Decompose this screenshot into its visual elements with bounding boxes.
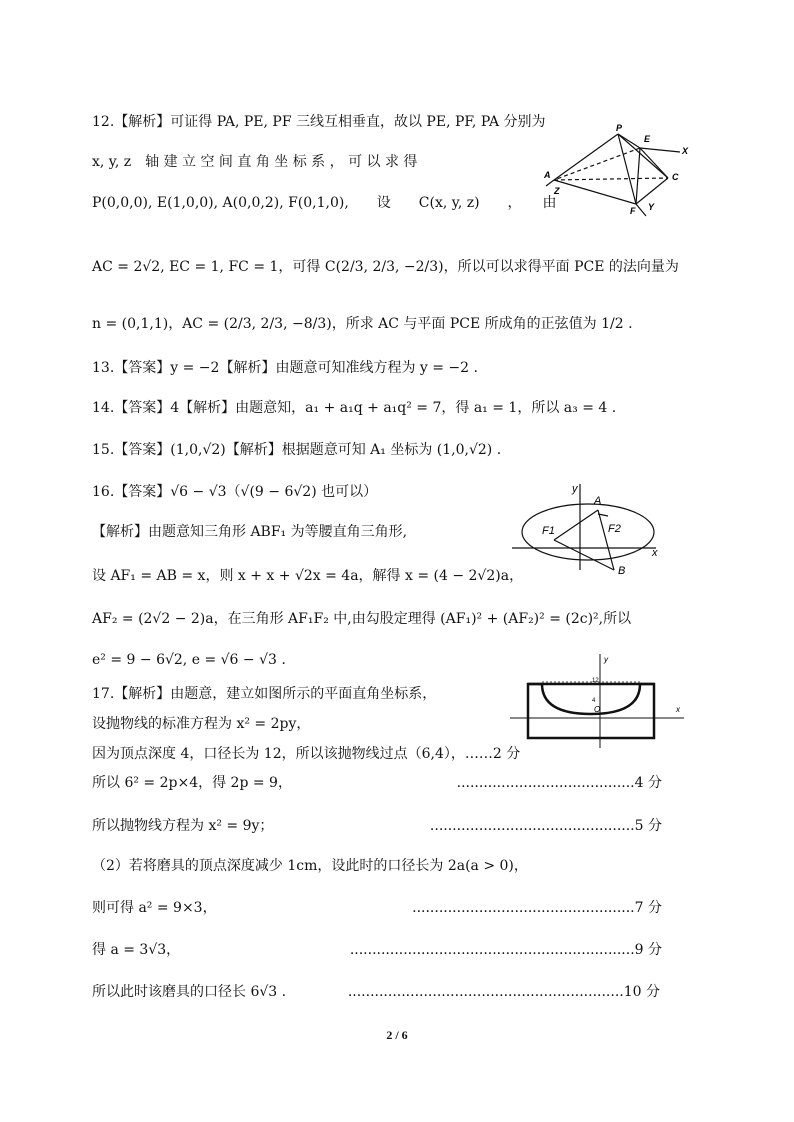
ellipse-label-x: x <box>652 547 658 559</box>
q13-line: 13.【答案】y = −2【解析】由题意可知准线方程为 y = −2 . <box>92 360 478 376</box>
pyramid-label-a: A <box>544 170 551 180</box>
page-number: 2 / 6 <box>386 1028 408 1042</box>
q16-line-1: 【解析】由题意知三角形 ABF₁ 为等腰直角三角形, <box>92 524 408 540</box>
score-9: ................................................................9 分 <box>349 942 662 958</box>
score-5: ..............................................5 分 <box>429 818 662 834</box>
q12-line-2: x, y, z 轴 建 立 空 间 直 角 坐 标 系 ， 可 以 求 得 <box>92 154 418 170</box>
q17-line-9: 所以此时该磨具的口径长 6√3 . <box>92 984 287 1000</box>
mold-label-4: 4 <box>592 698 596 704</box>
score-4: ........................................4 分 <box>456 775 662 791</box>
pyramid-label-f: F <box>630 206 636 216</box>
q16-line-2: 设 AF₁ = AB = x，则 x + x + √2x = 4a，解得 x = (4 − 2√2)a， <box>92 568 524 584</box>
mold-figure <box>508 652 688 752</box>
pyramid-label-p: P <box>616 123 623 133</box>
mold-label-12: 12 <box>592 678 599 684</box>
q17-line-7: 则可得 a² = 9×3， <box>92 900 217 916</box>
mold-label-o: O <box>594 705 601 714</box>
q17-line-5: 所以抛物线方程为 x² = 9y； <box>92 818 274 834</box>
q12-line-1: 12.【解析】可证得 PA, PE, PF 三线互相垂直，故以 PE, PF, PA 分别为 <box>92 114 546 130</box>
q17-line-3: 因为顶点深度 4，口径长为 12，所以该抛物线过点（6,4），……2 分 <box>92 746 521 762</box>
ellipse-label-f1: F1 <box>542 525 555 537</box>
pyramid-label-x: X <box>682 146 689 156</box>
pyramid-label-z: Z <box>554 186 560 196</box>
q17-line-6: （2）若将磨具的顶点深度减少 1cm，设此时的口径长为 2a(a > 0)， <box>92 858 528 874</box>
score-7: ..................................................7 分 <box>412 900 662 916</box>
q17-line-8: 得 a = 3√3， <box>92 942 181 958</box>
mold-label-y: y <box>604 655 608 664</box>
q12-line-4: AC = 2√2, EC = 1, FC = 1，可得 C(2/3, 2/3, −2/3)，所以可以求得平面 PCE 的法向量为 <box>92 259 679 275</box>
q17-line-1: 17.【解析】由题意，建立如图所示的平面直角坐标系， <box>92 686 437 702</box>
pyramid-label-y: Y <box>648 202 655 212</box>
score-10: ..............................................................10 分 <box>347 984 660 1000</box>
ellipse-figure <box>508 478 668 578</box>
q12-line-3: P(0,0,0), E(1,0,0), A(0,0,2), F(0,1,0), 设 C(x, y, z) ， 由 <box>92 195 557 211</box>
ellipse-label-f2: F2 <box>608 523 621 535</box>
q15-line: 15.【答案】(1,0,√2)【解析】根据题意可知 A₁ 坐标为 (1,0,√2) . <box>92 442 502 458</box>
q16-answer: 16.【答案】√6 − √3（√(9 − 6√2) 也可以） <box>92 484 378 500</box>
ellipse-label-y: y <box>572 483 578 495</box>
mold-label-x: x <box>676 705 680 714</box>
pyramid-label-e: E <box>644 134 651 144</box>
pyramid-label-c: C <box>672 172 679 182</box>
q16-line-3: AF₂ = (2√2 − 2)a，在三角形 AF₁F₂ 中,由勾股定理得 (AF₁)² + (AF₂)² = (2c)²,所以 <box>92 611 632 627</box>
q17-line-2: 设抛物线的标准方程为 x² = 2py， <box>92 716 311 732</box>
q14-line: 14.【答案】4【解析】由题意知，a₁ + a₁q + a₁q² = 7，得 a₁ = 1，所以 a₃ = 4 . <box>92 400 617 416</box>
ellipse-label-b: B <box>618 565 626 577</box>
q12-line-5: n = (0,1,1)，AC = (2/3, 2/3, −8/3)，所求 AC 与平面 PCE 所成角的正弦值为 1/2 . <box>92 316 633 332</box>
pyramid-figure <box>540 118 700 218</box>
ellipse-label-a: A <box>594 495 602 507</box>
q17-line-4: 所以 6² = 2p×4，得 2p = 9， <box>92 775 292 791</box>
q16-line-4: e² = 9 − 6√2, e = √6 − √3 . <box>92 652 286 668</box>
